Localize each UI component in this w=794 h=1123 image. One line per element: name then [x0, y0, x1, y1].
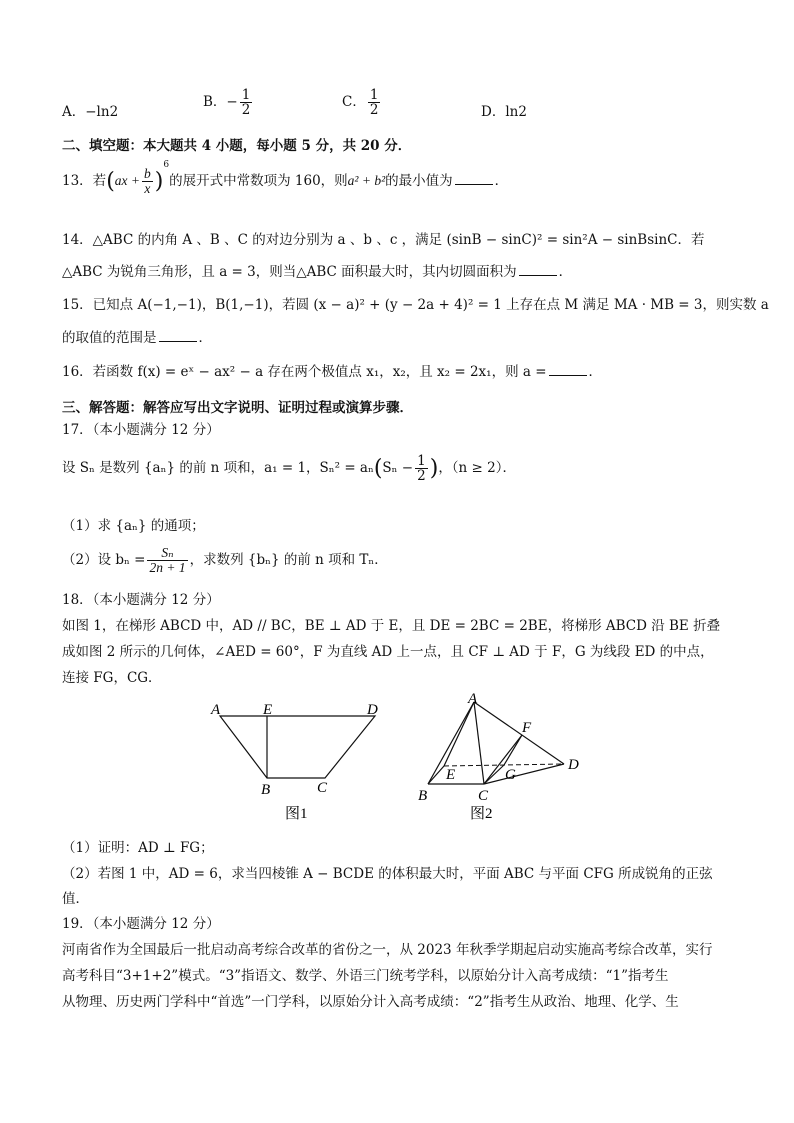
q13-paren-open: ( — [106, 169, 115, 194]
q13-expr2: a² + b² — [347, 173, 386, 188]
q17-part1: （1）求 {aₙ} 的通项； — [62, 518, 205, 534]
fig2-edge-ad — [474, 702, 564, 764]
q16-end: ． — [588, 364, 603, 380]
figure-2 — [410, 690, 600, 826]
fig2-label-e: E — [446, 767, 456, 783]
q13-frac-num: b — [144, 165, 151, 181]
fig1-label-d: D — [367, 702, 378, 718]
q17-part2a: （2）设 bₙ = — [62, 552, 146, 569]
q15-line2-text: 的取值的范围是 — [62, 330, 157, 346]
q13 — [62, 160, 508, 196]
q17-part2 — [62, 546, 388, 575]
fig2-edge-ac — [474, 702, 484, 784]
figure-1 — [205, 696, 395, 826]
q18-part2a: （2）若图 1 中，AD = 6，求当四棱锥 A − BCDE 的体积最大时，平面 ABC 与平面 CFG 所成锐角的正弦 — [62, 866, 713, 882]
q17-part2-den: 2n + 1 — [149, 560, 186, 576]
q17-frac-den: 2 — [417, 468, 426, 485]
fig2-label-d: D — [568, 757, 579, 773]
option-c-num: 1 — [369, 87, 379, 103]
fig2-edge-cf — [484, 735, 522, 784]
q16 — [62, 360, 602, 380]
q15-end: ． — [198, 330, 212, 346]
q15-line1: 15．已知点 A(−1,−1)，B(1,−1)，若圆 (x − a)² + (y − 2a + 4)² = 1 上存在点 M 满足 MA · MB = 3，则实数 a — [62, 297, 769, 313]
q17-part2-num: Sₙ — [147, 546, 187, 561]
fig2-edge-ae — [444, 702, 474, 766]
section3-title: 三、解答题：解答应写出文字说明、证明过程或演算步骤． — [62, 400, 413, 416]
q18-line1: 如图 1，在梯形 ABCD 中，AD // BC，BE ⊥ AD 于 E，且 DE = 2BC = 2BE，将梯形 ABCD 沿 BE 折叠 — [62, 618, 721, 634]
q17-header: 17．（本小题满分 12 分） — [62, 422, 220, 438]
option-b-fraction — [240, 88, 253, 117]
fig1-label-e: E — [263, 702, 273, 718]
fig2-label-b: B — [418, 788, 428, 804]
q13-expr-left: ax + — [114, 173, 141, 188]
q13-text1: 的展开式中常数项为 160，则 — [169, 173, 348, 189]
q13-blank[interactable] — [455, 172, 493, 185]
q18-part2b: 值． — [62, 891, 89, 907]
fig2-caption: 图2 — [470, 806, 493, 822]
option-b-num: 1 — [241, 87, 251, 103]
q18-header: 18．（本小题满分 12 分） — [62, 592, 220, 608]
q19-line3: 从物理、历史两门学科中“首选”一门学科，以原始分计入高考成绩：“2”指考生从政治、地理、化学、生 — [62, 994, 679, 1010]
q14-line2-text: △ABC 为锐角三角形，且 a = 3，则当△ABC 面积最大时，其内切圆面积为 — [62, 264, 517, 280]
q19-line2: 高考科目“3+1+2”模式。“3”指语文、数学、外语三门统考学科，以原始分计入高考成绩：“1”指考生 — [62, 968, 669, 984]
q19-line1: 河南省作为全国最后一批启动高考综合改革的省份之一，从 2023 年秋季学期起启动实施高考综合改革，实行 — [62, 942, 713, 958]
q17-frac-num: 1 — [417, 453, 426, 469]
q13-exp: 6 — [163, 160, 170, 170]
option-b-den: 2 — [241, 102, 251, 119]
q18-line3: 连接 FG，CG． — [62, 670, 162, 686]
fig2-label-c: C — [478, 788, 489, 804]
q13-frac-den: x — [144, 181, 151, 196]
q17-paren-open: ( — [373, 456, 383, 482]
option-c-den: 2 — [369, 102, 379, 119]
fig1-label-b: B — [261, 782, 271, 798]
q13-paren-close: ) — [154, 169, 164, 194]
q16-text: 16．若函数 f(x) = eˣ − ax² − a 存在两个极值点 x₁，x₂，且 x₂ = 2x₁，则 a = — [62, 364, 547, 380]
q16-blank[interactable] — [549, 363, 587, 376]
q14-blank[interactable] — [519, 263, 557, 276]
q19-header: 19．（本小题满分 12 分） — [62, 916, 220, 932]
fig2-edge-fg — [504, 735, 522, 765]
option-d: D．ln2 — [481, 104, 527, 120]
option-c-fraction — [368, 88, 381, 117]
option-c — [342, 88, 382, 117]
q17-paren-close: ) — [429, 456, 439, 482]
section2-title: 二、填空题：本大题共 4 小题，每小题 5 分，共 20 分． — [62, 138, 412, 154]
option-c-prefix: C． — [342, 94, 366, 111]
option-b — [203, 88, 254, 117]
q13-prefix: 13．若 — [62, 173, 107, 189]
fig1-label-c: C — [317, 780, 328, 796]
q18-line2: 成如图 2 所示的几何体，∠AED = 60°，F 为直线 AD 上一点，且 CF ⊥ AD 于 F，G 为线段 ED 的中点， — [62, 644, 714, 660]
q17-l1c: ，（n ≥ 2）． — [438, 460, 516, 477]
q17-l1b: Sₙ − — [382, 460, 414, 477]
q13-end: ． — [494, 173, 509, 189]
q18-part1: （1）证明：AD ⊥ FG； — [62, 840, 214, 856]
q14-line1: 14．△ABC 的内角 A 、B 、C 的对边分别为 a 、b 、c ，满足 (sinB − sinC)² = sin²A − sinBsinC．若 — [62, 232, 705, 248]
option-a: A．−ln2 — [62, 104, 119, 120]
q14-end: ． — [558, 264, 573, 280]
q13-fraction — [142, 167, 153, 196]
fig1-trapezoid — [220, 716, 375, 778]
q17-line1 — [62, 454, 516, 483]
q17-fraction — [415, 454, 428, 483]
q15-line2 — [62, 326, 212, 346]
option-b-prefix: B．− — [203, 94, 238, 111]
fig2-edge-cd — [484, 764, 564, 784]
fig1-label-a: A — [211, 702, 221, 718]
fig2-label-a: A — [468, 691, 478, 707]
q15-blank[interactable] — [159, 329, 197, 342]
q17-part2b: ，求数列 {bₙ} 的前 n 项和 Tₙ． — [189, 552, 388, 569]
fig1-caption: 图1 — [285, 806, 308, 822]
q17-part2-fraction — [147, 546, 187, 575]
fig2-label-f: F — [522, 720, 532, 736]
q13-text2: 的最小值为 — [385, 173, 453, 189]
fig2-label-g: G — [505, 767, 516, 783]
q14-line2 — [62, 260, 572, 280]
q17-l1a: 设 Sₙ 是数列 {aₙ} 的前 n 项和，a₁ = 1，Sₙ² = aₙ — [62, 460, 374, 477]
